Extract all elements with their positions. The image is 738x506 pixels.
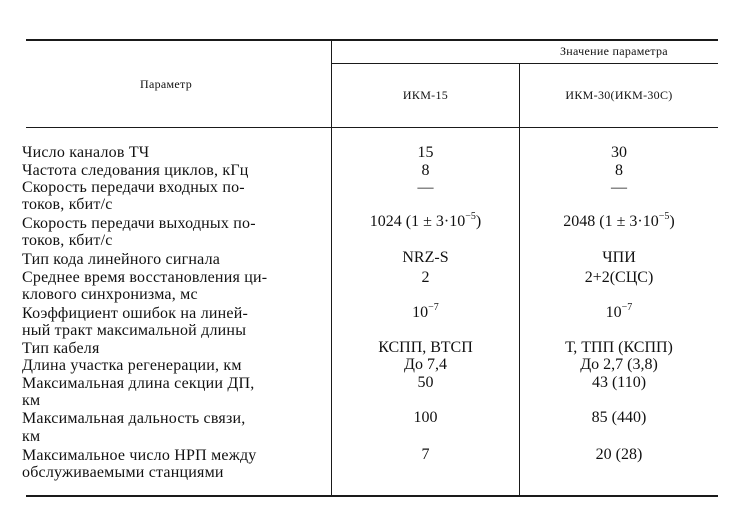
value-ikm15: КСПП, ВТСП [378,339,473,356]
value-ikm15: 15 [417,144,434,161]
param-label: Максимальное число НРП между [22,447,257,464]
param-label: Тип кода линейного сигнала [22,251,221,268]
param-label: Частота следования циклов, кГц [22,162,249,179]
value-ikm15: 100 [413,409,438,426]
param-label: Максимальная дальность связи, [22,410,246,427]
param-label-cont: км [22,392,41,409]
value-ikm15: 8 [421,162,430,179]
header-col1: ИКМ-15 [402,88,449,102]
table-bottom-rule [26,495,718,497]
param-label: Тип кабеля [22,340,100,357]
value-ikm15: $10^{-7}$ [412,301,439,321]
value-ikm30: 2+2(СЦС) [584,269,654,286]
value-ikm30: ЧПИ [602,249,636,266]
param-label-cont: токов, кбит/с [22,196,113,213]
header-parameter: Параметр [140,77,193,91]
value-ikm30: До 2,7 (3,8) [580,356,658,373]
value-ikm30: $10^{-7}$ [605,301,633,321]
param-label-cont: км [22,428,41,445]
value-ikm15: — [417,179,434,196]
value-ikm15: До 7,4 [404,356,447,373]
value-ikm30: 30 [611,144,627,161]
param-label: Максимальная длина секции ДП, [22,375,255,392]
param-label: Скорость передачи выходных по- [22,215,256,232]
value-ikm30: 20 (28) [595,446,643,463]
param-label: Коэффициент ошибок на линей- [22,305,248,322]
column-divider-1 [331,40,332,496]
param-label: Длина участка регенерации, км [22,357,242,374]
value-ikm30: Т, ТПП (КСПП) [565,339,673,356]
header-group-rule [332,63,718,64]
param-label-cont: клового синхронизма, мс [22,286,198,303]
value-ikm30: 85 (440) [591,409,647,426]
param-label: Скорость передачи входных по- [22,179,245,196]
param-label: Число каналов ТЧ [22,144,150,161]
param-label-cont: токов, кбит/с [22,232,113,249]
value-ikm30: — [611,179,627,196]
table-top-rule [26,39,718,41]
value-ikm30: 8 [615,162,623,179]
param-label-cont: ный тракт максимальной длины [22,322,247,339]
value-ikm15: 1024 $(1 \pm 3\cdot 10^{-5})$ [369,210,482,230]
header-group: Значение параметра [560,44,668,58]
param-label: Среднее время восстановления ци- [22,269,268,286]
value-ikm15: NRZ-S [402,249,449,266]
value-ikm15: 7 [421,446,430,463]
value-ikm15: 2 [421,269,430,286]
value-ikm15: 50 [417,374,434,391]
param-label-cont: обслуживаемыми станциями [22,464,224,481]
value-ikm30: 43 (110) [591,374,647,391]
value-ikm30: 2048 $(1 \pm 3\cdot 10^{-5})$ [563,210,675,230]
header-bottom-rule [26,127,718,128]
header-col2: ИКМ-30(ИКМ-30С) [565,88,673,102]
